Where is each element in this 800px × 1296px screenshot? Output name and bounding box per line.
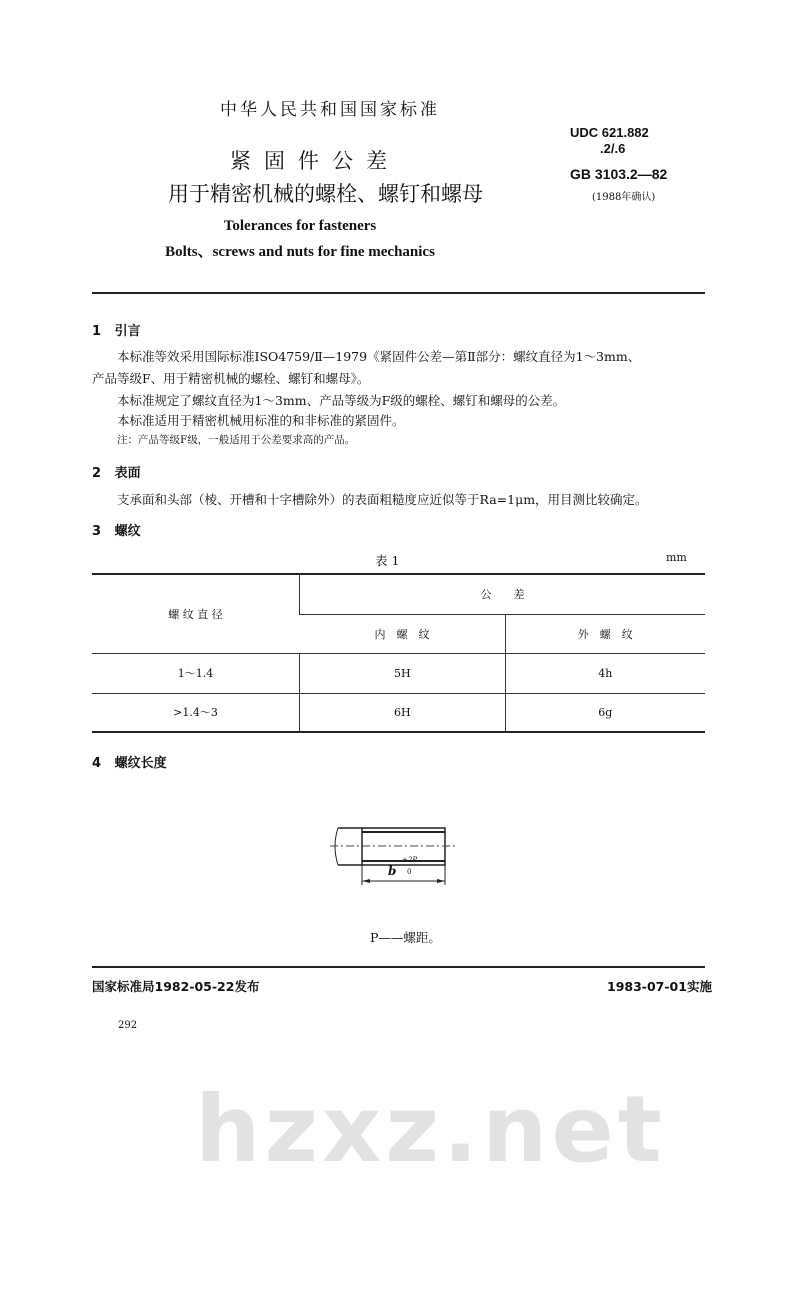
watermark: hzxz.net: [195, 1076, 666, 1183]
thread-length-figure: [330, 820, 460, 890]
header-internal: 内 螺 纹: [374, 627, 430, 641]
section-2-heading: [92, 462, 141, 481]
table-caption: 表 1: [375, 553, 400, 568]
udc-code-2: .2/.6: [600, 141, 626, 156]
header-tolerance: 公 差: [300, 574, 706, 614]
figure-caption: P——螺距。: [370, 930, 441, 945]
title-english-1: Tolerances for fasteners: [223, 218, 377, 234]
section-title: 表面: [114, 466, 141, 481]
section-title: 螺纹: [114, 524, 141, 539]
section-title: 引言: [114, 324, 141, 339]
standard-org: 中华人民共和国国家标准: [220, 100, 440, 120]
header-diameter: 螺 纹 直 径: [168, 607, 223, 621]
title-line2: 用于精密机械的螺栓、螺钉和螺母: [168, 182, 483, 206]
title-english-2: Bolts、screws and nuts for fine mechanics: [165, 244, 435, 260]
note: 注：产品等级F级，一般适用于公差要求高的产品。: [117, 434, 356, 446]
udc-code: UDC 621.882: [570, 125, 649, 140]
section-3-heading: [92, 520, 141, 539]
header-external: 外 螺 纹: [505, 614, 705, 653]
page-number: 292: [118, 1020, 138, 1031]
section-number: 4: [92, 756, 102, 771]
cell-internal: 5H: [300, 653, 506, 693]
section-number: 2: [92, 466, 102, 481]
cell-external: 6g: [505, 693, 705, 732]
paragraph: 产品等级F、用于精密机械的螺栓、螺钉和螺母》。: [92, 371, 370, 386]
section-1-heading: [92, 320, 141, 339]
paragraph: 本标准等效采用国际标准ISO4759/Ⅱ—1979《紧固件公差—第Ⅱ部分：螺纹直径为1～3mm、: [117, 349, 641, 364]
cell-external: 4h: [505, 653, 705, 693]
table-row: [92, 653, 705, 693]
title-line1: 紧固件公差: [230, 149, 400, 173]
paragraph: 支承面和头部（棱、开槽和十字槽除外）的表面粗糙度应近似等于Ra=1μm，用目测比较确定。: [117, 492, 648, 507]
cell-diameter: 1～1.4: [177, 667, 214, 680]
section-4-heading: [92, 752, 167, 771]
footer-rule: [92, 966, 705, 968]
confirmed-year: (1988年确认): [592, 192, 656, 203]
dim-lower: 0: [407, 868, 412, 876]
table-row: [92, 693, 705, 732]
cell-internal: 6H: [300, 693, 506, 732]
cell-diameter: >1.4～3: [173, 706, 218, 720]
table-unit: mm: [666, 551, 687, 564]
dim-label: b: [388, 864, 397, 878]
section-number: 3: [92, 524, 102, 539]
effective-date: 1983-07-01实施: [607, 979, 712, 994]
issue-date: 国家标准局1982-05-22发布: [92, 979, 260, 994]
paragraph: 本标准适用于精密机械用标准的和非标准的紧固件。: [117, 413, 405, 428]
tolerance-table: [92, 573, 705, 733]
section-number: 1: [92, 324, 102, 339]
paragraph: 本标准规定了螺纹直径为1～3mm、产品等级为F级的螺栓、螺钉和螺母的公差。: [117, 393, 566, 408]
dim-upper: +2P: [402, 856, 418, 864]
header-rule: [92, 292, 705, 294]
gb-number: GB 3103.2—82: [570, 166, 668, 182]
section-title: 螺纹长度: [114, 756, 167, 771]
